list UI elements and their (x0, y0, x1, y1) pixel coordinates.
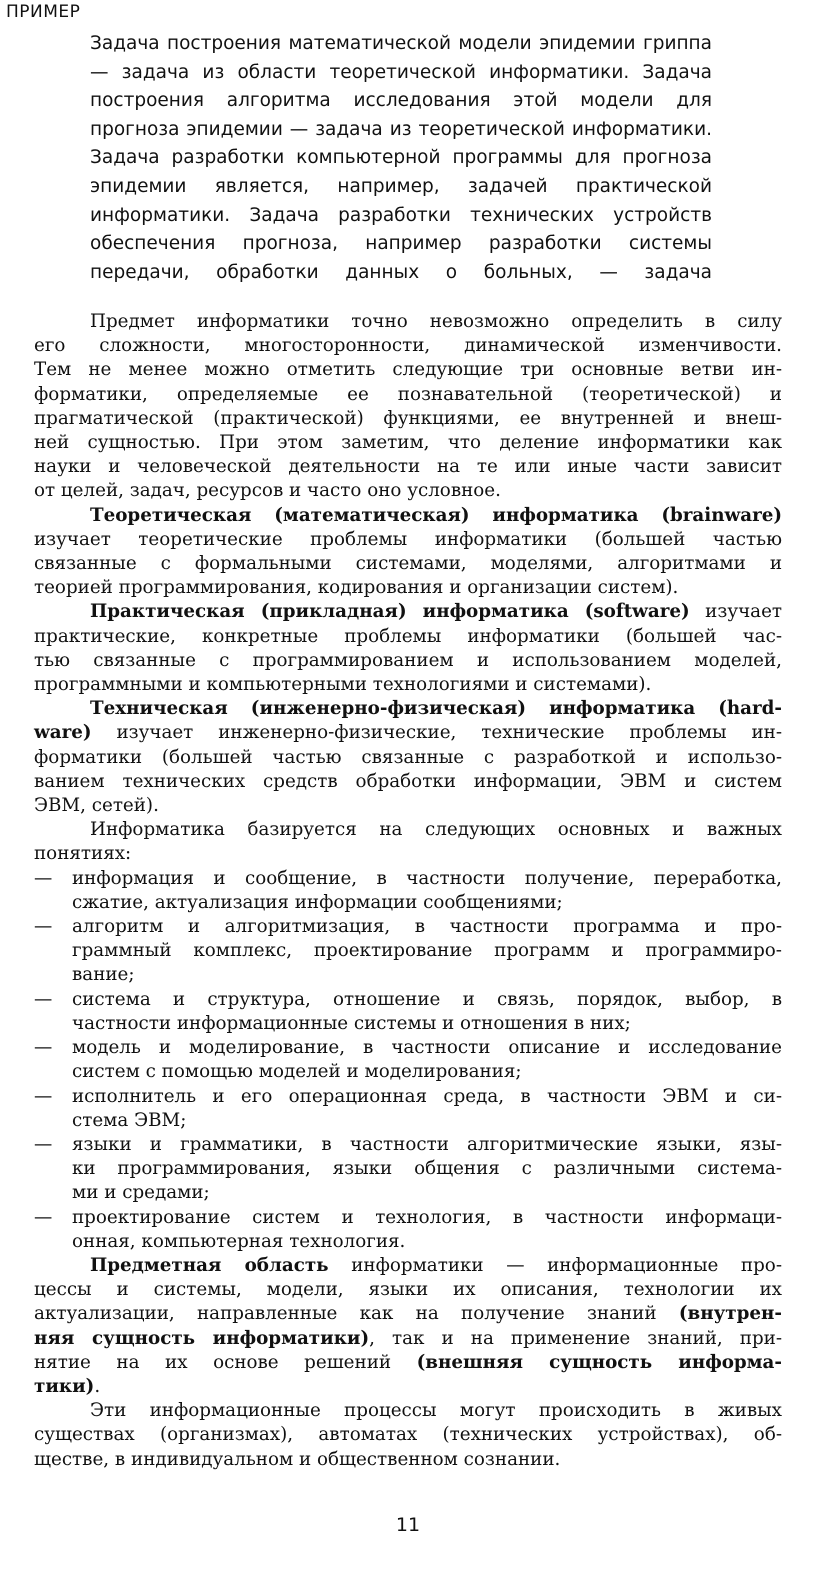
paragraph-technical (34, 697, 782, 818)
text-line: цессы и системы, модели, языки их описания, технологии их (34, 1279, 782, 1301)
text-line: система и структура, отношение и связь, порядок, выбор, в (72, 988, 782, 1010)
term-outer-essence-end: тики) (34, 1375, 95, 1397)
text-line: связанные с формальными системами, моделями, алгоритмами и (34, 553, 782, 575)
text-fragment: изучает (689, 601, 783, 623)
text-line: ней сущностью. При этом заметим, что деление информатики как (34, 432, 782, 454)
dash-marker: — (34, 988, 53, 1010)
text-line (34, 1351, 782, 1375)
text-line: алгоритм и алгоритмизация, в частности программа и про- (72, 916, 782, 938)
text-line: проектирование систем и технология, в частности информаци- (72, 1206, 782, 1228)
term-subject-area: Предметная область (90, 1254, 329, 1276)
dash-marker: — (34, 1037, 53, 1059)
term-inner-essence-end: няя сущность информатики) (34, 1327, 370, 1349)
paragraph-theoretical (34, 504, 782, 601)
list-item (34, 915, 782, 988)
text-fragment: . (94, 1375, 101, 1397)
text-line (34, 600, 782, 624)
text-fragment: изучает инженерно-физические, технические проблемы ин- (91, 722, 782, 744)
example-line: прогноза эпидемии — задача из теоретической информатики. (90, 118, 712, 140)
text-fragment: нятие на их основе решений (34, 1351, 417, 1373)
text-line (34, 504, 782, 528)
example-line: передачи, обработки данных о больных, — задача (90, 261, 712, 283)
text-line: частности информационные системы и отношения в них; (72, 1012, 631, 1034)
term-theoretical: Теоретическая (математическая) информатика (brainware) (90, 504, 782, 526)
text-line: теорией программирования, кодирования и организации систем). (34, 577, 679, 599)
text-line: практические, конкретные проблемы информатики (большей час- (34, 625, 782, 647)
text-fragment: актуализации, направленные как на получение знаний (34, 1303, 679, 1325)
body-text (34, 310, 782, 1472)
text-line: ществе, в индивидуальном и общественном сознании. (34, 1448, 561, 1470)
page-number: 11 (395, 1514, 421, 1536)
text-line: науки и человеческой деятельности на те или иные части зависит (34, 456, 782, 478)
text-line: тью связанные с программированием и использованием моделей, (34, 649, 782, 671)
paragraph-subject (34, 310, 782, 504)
text-line: Эти информационные процессы могут происходить в живых (90, 1400, 782, 1422)
text-line (34, 1375, 782, 1399)
text-fragment: информатики — информационные про- (328, 1254, 782, 1276)
example-line: — задача из области теоретической информатики. Задача (90, 61, 712, 83)
list-item (34, 1085, 782, 1133)
example-label: ПРИМЕР (6, 2, 81, 22)
dash-marker: — (34, 1133, 53, 1155)
paragraph-concepts (34, 818, 782, 866)
text-line (34, 1302, 782, 1326)
text-line: модель и моделирование, в частности описание и исследование (72, 1037, 782, 1059)
text-line: Предмет информатики точно невозможно определить в силу (90, 311, 782, 332)
example-line: Задача разработки компьютерной программы для прогноза (90, 147, 712, 169)
list-item (34, 1206, 782, 1254)
text-line: от целей, задач, ресурсов и часто оно условное. (34, 480, 501, 502)
text-line: сжатие, актуализация информации сообщениями; (72, 891, 563, 913)
term-practical: Практическая (прикладная) информатика (software) (90, 601, 690, 623)
term-technical: Техническая (инженерно-физическая) информатика (hard- (90, 698, 782, 720)
dash-marker: — (34, 867, 53, 889)
text-line: онная, компьютерная технология. (72, 1230, 406, 1252)
list-item (34, 867, 782, 915)
list-item (34, 1036, 782, 1084)
text-line: форматики (большей частью связанные с разработкой и использо- (34, 746, 782, 768)
term-inner-essence: (внутрен- (678, 1303, 782, 1325)
text-line: ки программирования, языки общения с различными система- (72, 1158, 782, 1180)
text-line: языки и грамматики, в частности алгоритмические языки, язы- (72, 1133, 782, 1155)
example-line: обеспечения прогноза, например разработки системы (90, 233, 712, 255)
example-line: построения алгоритма исследования этой модели для (90, 90, 712, 112)
dash-marker: — (34, 1206, 53, 1228)
list-item (34, 1133, 782, 1206)
text-line: изучает теоретические проблемы информатики (большей частью (34, 528, 782, 550)
paragraph-processes (34, 1399, 782, 1472)
text-line: информация и сообщение, в частности получение, переработка, (72, 867, 782, 889)
text-line: граммный комплекс, проектирование программ и программиро- (72, 940, 782, 962)
text-line: стема ЭВМ; (72, 1109, 187, 1131)
example-line: информатики. Задача разработки технических устройств (90, 204, 712, 226)
paragraph-subject-area (34, 1254, 782, 1399)
text-line: программными и компьютерными технологиями и системами). (34, 674, 652, 696)
concepts-list (34, 867, 782, 1254)
example-box (90, 30, 712, 287)
example-line: эпидемии является, например, задачей практической (90, 175, 712, 197)
list-item (34, 988, 782, 1036)
dash-marker: — (34, 916, 53, 938)
text-line: исполнитель и его операционная среда, в частности ЭВМ и си- (72, 1085, 782, 1107)
text-line (34, 1254, 782, 1278)
term-technical-end: ware) (34, 722, 92, 744)
text-line: прагматической (практической) функциями, ее внутренней и внеш- (34, 407, 782, 429)
text-line: форматики, определяемые ее познавательной (теоретической) и (34, 383, 782, 405)
term-outer-essence: (внешняя сущность информа- (416, 1351, 782, 1373)
text-line: его сложности, многосторонности, динамической изменчивости. (34, 335, 782, 357)
text-line (34, 697, 782, 721)
text-line: ми и средами; (72, 1182, 210, 1204)
text-fragment: , так и на применение знаний, при- (369, 1327, 783, 1349)
dash-marker: — (34, 1085, 53, 1107)
text-line (34, 721, 782, 745)
text-line: систем с помощью моделей и моделирования; (72, 1061, 522, 1083)
text-line: вание; (72, 964, 135, 986)
text-line: существах (организмах), автоматах (технических устройствах), об- (34, 1424, 782, 1446)
text-line: понятиях: (34, 843, 132, 865)
example-line: Задача построения математической модели эпидемии гриппа (90, 33, 712, 54)
text-line: ванием технических средств обработки информации, ЭВМ и систем (34, 770, 782, 792)
paragraph-practical (34, 600, 782, 697)
text-line: ЭВМ, сетей). (34, 795, 159, 817)
text-line: Информатика базируется на следующих основных и важных (90, 819, 782, 841)
text-line: Тем не менее можно отметить следующие три основные ветви ин- (34, 359, 782, 381)
text-line (34, 1327, 782, 1351)
